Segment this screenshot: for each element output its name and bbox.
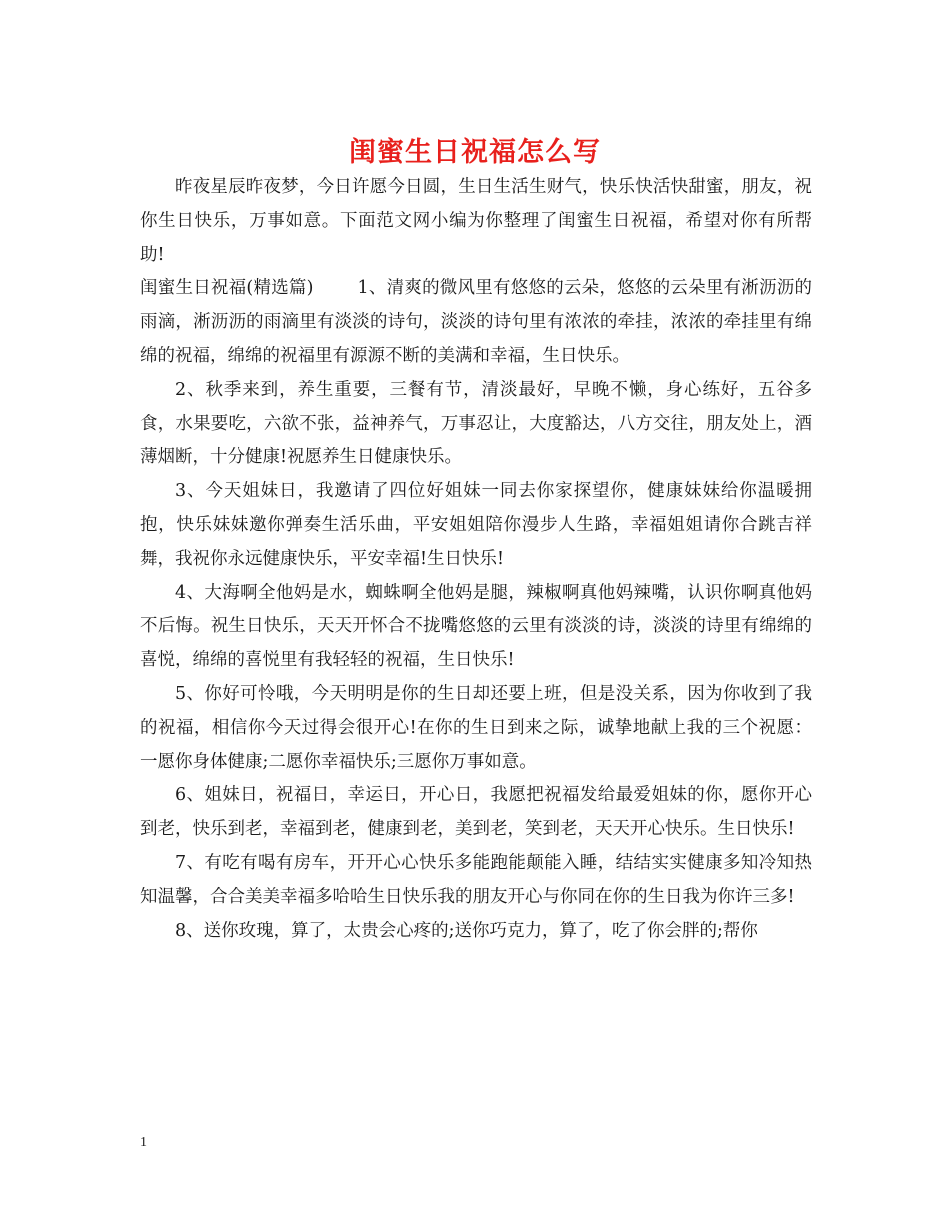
list-item: 4、大海啊全他妈是水，蜘蛛啊全他妈是腿，辣椒啊真他妈辣嘴，认识你啊真他妈不后悔。祝生日快乐，天天开怀合不拢嘴悠悠的云里有淡淡的诗，淡淡的诗里有绵绵的喜悦，绵绵的喜悦里有我轻轻的祝福，生日快乐! [140,582,812,671]
list-item: 7、有吃有喝有房车，开开心心快乐多能跑能颠能入睡，结结实实健康多知冷知热知温馨，合合美美幸福多哈哈生日快乐我的朋友开心与你同在你的生日我为你许三多! [140,852,812,907]
document-body [140,171,812,948]
list-item: 8、送你玫瑰，算了，太贵会心疼的;送你巧克力，算了，吃了你会胖的;帮你 [175,920,758,941]
intro-paragraph: 昨夜星辰昨夜梦，今日许愿今日圆，生日生活生财气，快乐快活快甜蜜，朋友，祝你生日快乐，万事如意。下面范文网小编为你整理了闺蜜生日祝福，希望对你有所帮助! [140,177,812,265]
section-heading: 闺蜜生日祝福(精选篇) [140,278,314,299]
list-item: 1、清爽的微风里有悠悠的云朵，悠悠的云朵里有淅沥沥的雨滴，淅沥沥的雨滴里有淡淡的诗句，淡淡的诗句里有浓浓的牵挂，浓浓的牵挂里有绵绵的祝福，绵绵的祝福里有源源不断的美满和幸福，生日快乐。 [140,278,812,366]
page-number: 1 [140,1135,147,1150]
list-item: 6、姐妹日，祝福日，幸运日，开心日，我愿把祝福发给最爱姐妹的你，愿你开心到老，快乐到老，幸福到老，健康到老，美到老，笑到老，天天开心快乐。生日快乐! [140,785,812,840]
list-item: 5、你好可怜哦，今天明明是你的生日却还要上班，但是没关系，因为你收到了我的祝福，相信你今天过得会很开心!在你的生日到来之际，诚挚地献上我的三个祝愿：一愿你身体健康;二愿你幸福快乐;三愿你万事如意。 [140,683,812,772]
list-item: 3、今天姐妹日，我邀请了四位好姐妹一同去你家探望你，健康妹妹给你温暖拥抱，快乐妹妹邀你弹奏生活乐曲，平安姐姐陪你漫步人生路，幸福姐姐请你合跳吉祥舞，我祝你永远健康快乐，平安幸福!生日快乐! [140,481,812,569]
list-item: 2、秋季来到，养生重要，三餐有节，清淡最好，早晚不懒，身心练好，五谷多食，水果要吃，六欲不张，益神养气，万事忍让，大度豁达，八方交往，朋友处上，酒薄烟断，十分健康!祝愿养生日健康快乐。 [140,379,812,468]
document-title: 闺蜜生日祝福怎么写 [349,137,601,168]
section-paragraph [140,272,812,373]
